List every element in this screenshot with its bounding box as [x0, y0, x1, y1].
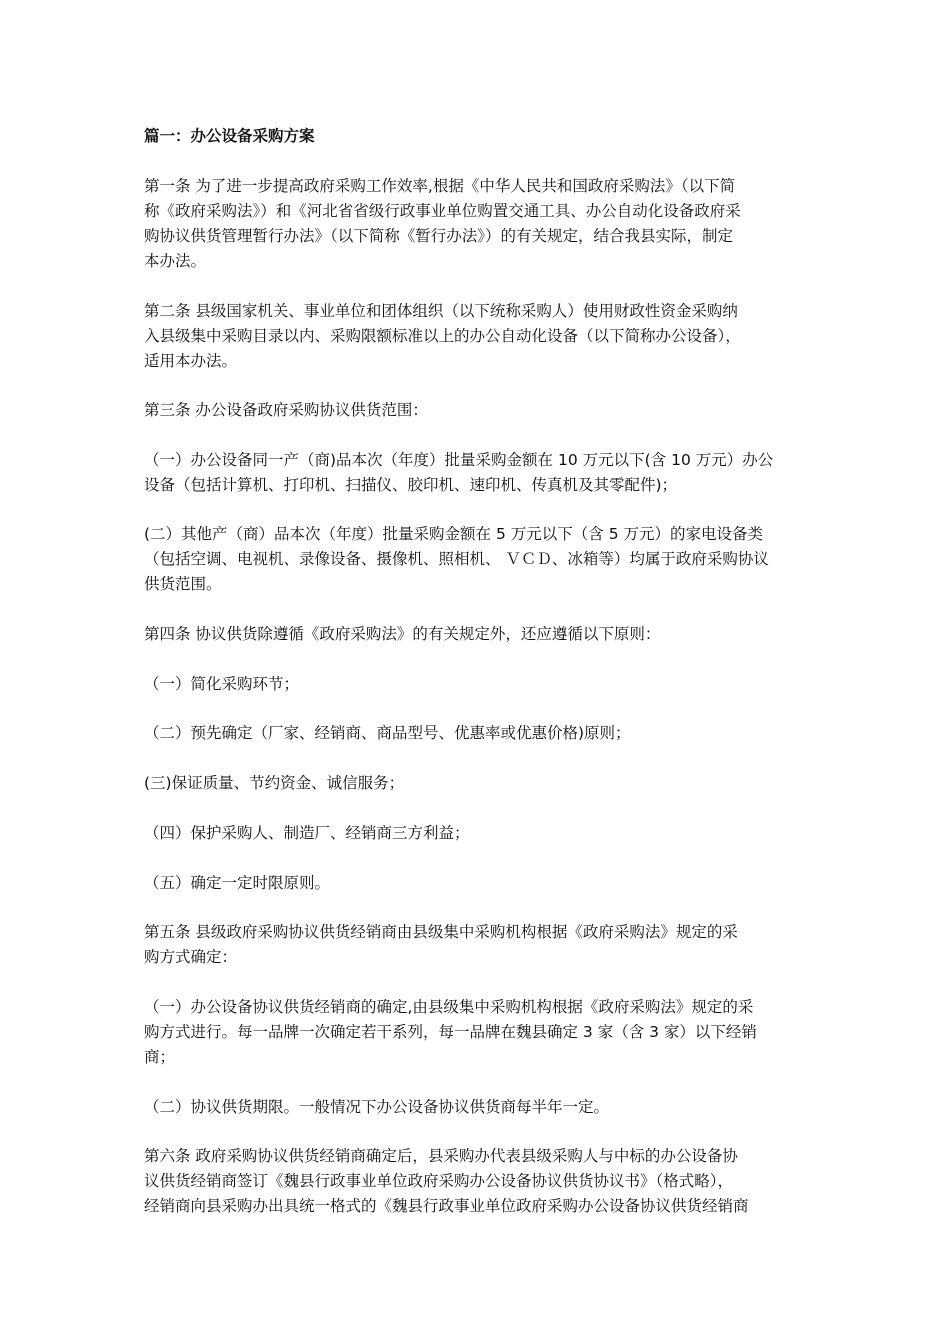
paragraph-line: 入县级集中采购目录以内、采购限额标准以上的办公自动化设备（以下简称办公设备）， [144, 327, 741, 345]
paragraph-line: 供货范围。 [144, 575, 222, 593]
paragraph-line: (二）其他产（商）品本次（年度）批量采购金额在 5 万元以下（含 5 万元）的家电设备类 [144, 525, 763, 543]
paragraph-line: （二）预先确定（厂家、经销商、商品型号、优惠率或优惠价格)原则； [144, 724, 631, 742]
paragraph-line: 商； [144, 1048, 176, 1066]
document-page [144, 0, 810, 1344]
paragraph-line: 第一条 为了进一步提高政府采购工作效率,根据《中华人民共和国政府采购法》（以下简 [144, 177, 736, 195]
paragraph-line: （一）办公设备同一产（商)品本次（年度）批量采购金额在 10 万元以下(含 10 万元）办公 [144, 451, 774, 469]
paragraph-line: 设备（包括计算机、打印机、扫描仪、胶印机、速印机、传真机及其零配件)； [144, 476, 678, 494]
paragraph-line: 购协议供货管理暂行办法》（以下简称《暂行办法》）的有关规定，结合我县实际，制定 [144, 227, 734, 245]
paragraph-line: 议供货经销商签订《魏县行政事业单位政府采购办公设备协议供货协议书》（格式略）， [144, 1172, 734, 1190]
paragraph-line: (三)保证质量、节约资金、诚信服务； [144, 774, 405, 792]
paragraph-line: 第五条 县级政府采购协议供货经销商由县级集中采购机构根据《政府采购法》规定的采 [144, 923, 738, 941]
paragraph-line: 适用本办法。 [144, 352, 238, 370]
paragraph-line: （包括空调、电视机、录像设备、摄像机、照相机、 ＶＣＤ、冰箱等）均属于政府采购协议 [144, 550, 769, 568]
paragraph-line: 第四条 协议供货除遵循《政府采购法》的有关规定外，还应遵循以下原则： [144, 625, 661, 643]
paragraph-line: 购方式进行。每一品牌一次确定若干系列，每一品牌在魏县确定 3 家（含 3 家）以下经销 [144, 1023, 757, 1041]
paragraph-line: （四）保护采购人、制造厂、经销商三方利益； [144, 824, 470, 842]
paragraph-line: 购方式确定： [144, 948, 238, 966]
paragraph-line: 第三条 办公设备政府采购协议供货范围： [144, 401, 428, 419]
paragraph-line: （二）协议供货期限。一般情况下办公设备协议供货商每半年一定。 [144, 1098, 610, 1116]
document-title: 篇一：办公设备采购方案 [144, 127, 315, 145]
paragraph-line: 本办法。 [144, 252, 207, 270]
paragraph-line: （一）简化采购环节； [144, 675, 300, 693]
paragraph-line: 经销商向县采购办出具统一格式的《魏县行政事业单位政府采购办公设备协议供货经销商 [144, 1197, 749, 1215]
paragraph-line: 第二条 县级国家机关、事业单位和团体组织（以下统称采购人）使用财政性资金采购纳 [144, 302, 738, 320]
paragraph-line: （五）确定一定时限原则。 [144, 874, 331, 892]
paragraph-line: 称《政府采购法》）和《河北省省级行政事业单位购置交通工具、办公自动化设备政府采 [144, 202, 741, 220]
paragraph-line: 第六条 政府采购协议供货经销商确定后，县采购办代表县级采购人与中标的办公设备协 [144, 1147, 738, 1165]
paragraph-line: （一）办公设备协议供货经销商的确定,由县级集中采购机构根据《政府采购法》规定的采 [144, 998, 754, 1016]
